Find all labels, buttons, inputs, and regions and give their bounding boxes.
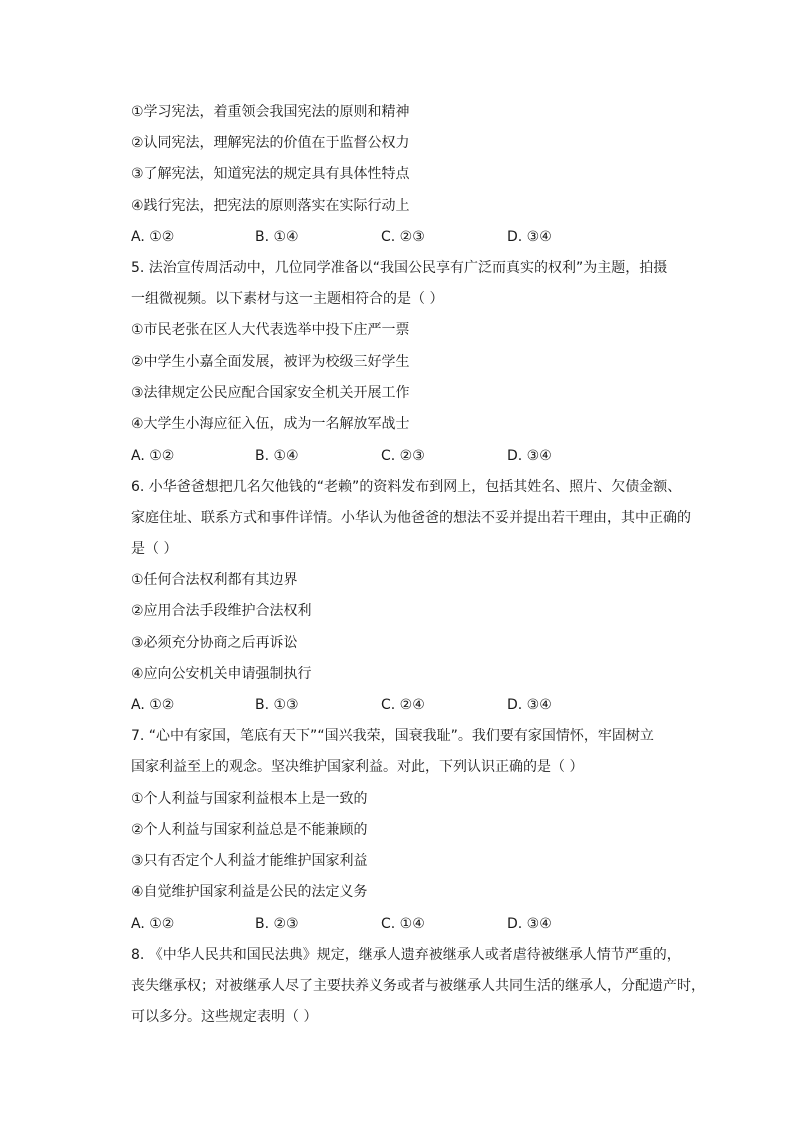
- question-8-stem: 可以多分。这些规定表明（ ）: [131, 1009, 318, 1025]
- question-7-stem: 7. “心中有家国，笔底有天下”“国兴我荣，国衰我耻”。我们要有家国情怀，牢固树立: [131, 728, 654, 744]
- option-d[interactable]: D. ③④: [507, 229, 552, 245]
- statement-item: ①市民老张在区人大代表选举中投下庄严一票: [131, 322, 410, 338]
- answer-options: [131, 914, 691, 934]
- option-c[interactable]: C. ②④: [381, 697, 425, 713]
- question-5-stem: 5. 法治宣传周活动中，几位同学准备以“我国公民享有广泛而真实的权利”为主题，拍摄: [131, 260, 668, 276]
- statement-item: ②认同宪法，理解宪法的价值在于监督公权力: [131, 135, 410, 151]
- statement-item: ④大学生小海应征入伍，成为一名解放军战士: [131, 416, 410, 432]
- option-b[interactable]: B. ①④: [255, 229, 299, 245]
- question-6-stem: 家庭住址、联系方式和事件详情。小华认为他爸爸的想法不妥并提出若干理由，其中正确的: [131, 510, 691, 526]
- option-a[interactable]: A. ①②: [131, 697, 175, 713]
- statement-item: ①学习宪法，着重领会我国宪法的原则和精神: [131, 104, 410, 120]
- statement-item: ①个人利益与国家利益根本上是一致的: [131, 791, 368, 807]
- answer-options: [131, 695, 691, 715]
- option-c[interactable]: C. ②③: [381, 448, 425, 464]
- question-7-stem: 国家利益至上的观念。坚决维护国家利益。对此，下列认识正确的是（ ）: [131, 759, 584, 775]
- question-6-stem: 是（ ）: [131, 541, 178, 557]
- statement-item: ②个人利益与国家利益总是不能兼顾的: [131, 822, 368, 838]
- question-8-stem: 丧失继承权；对被继承人尽了主要扶养义务或者与被继承人共同生活的继承人，分配遗产时，: [131, 978, 705, 994]
- statement-item: ②中学生小嘉全面发展，被评为校级三好学生: [131, 354, 410, 370]
- option-c[interactable]: C. ②③: [381, 229, 425, 245]
- option-b[interactable]: B. ①③: [255, 697, 299, 713]
- option-a[interactable]: A. ①②: [131, 448, 175, 464]
- answer-options: [131, 446, 691, 466]
- statement-item: ③法律规定公民应配合国家安全机关开展工作: [131, 385, 410, 401]
- statement-item: ④自觉维护国家利益是公民的法定义务: [131, 884, 368, 900]
- question-6-stem: 6. 小华爸爸想把几名欠他钱的“老赖”的资料发布到网上，包括其姓名、照片、欠债金额、: [131, 479, 682, 495]
- statement-item: ①任何合法权利都有其边界: [131, 572, 298, 588]
- question-8-stem: 8. 《中华人民共和国民法典》规定，继承人遗弃被继承人或者虐待被继承人情节严重的，: [131, 947, 681, 963]
- statement-item: ③了解宪法，知道宪法的规定具有具体性特点: [131, 166, 410, 182]
- option-a[interactable]: A. ①②: [131, 229, 175, 245]
- statement-item: ③必须充分协商之后再诉讼: [131, 635, 298, 651]
- statement-item: ④应向公安机关申请强制执行: [131, 666, 312, 682]
- option-d[interactable]: D. ③④: [507, 448, 552, 464]
- option-b[interactable]: B. ②③: [255, 916, 299, 932]
- option-d[interactable]: D. ③④: [507, 697, 552, 713]
- option-b[interactable]: B. ①④: [255, 448, 299, 464]
- question-5-stem: 一组微视频。以下素材与这一主题相符合的是（ ）: [131, 291, 444, 307]
- statement-item: ④践行宪法，把宪法的原则落实在实际行动上: [131, 198, 410, 214]
- option-c[interactable]: C. ①④: [381, 916, 425, 932]
- option-d[interactable]: D. ③④: [507, 916, 552, 932]
- answer-options: [131, 227, 691, 247]
- statement-item: ③只有否定个人利益才能维护国家利益: [131, 853, 368, 869]
- statement-item: ②应用合法手段维护合法权利: [131, 603, 312, 619]
- option-a[interactable]: A. ①②: [131, 916, 175, 932]
